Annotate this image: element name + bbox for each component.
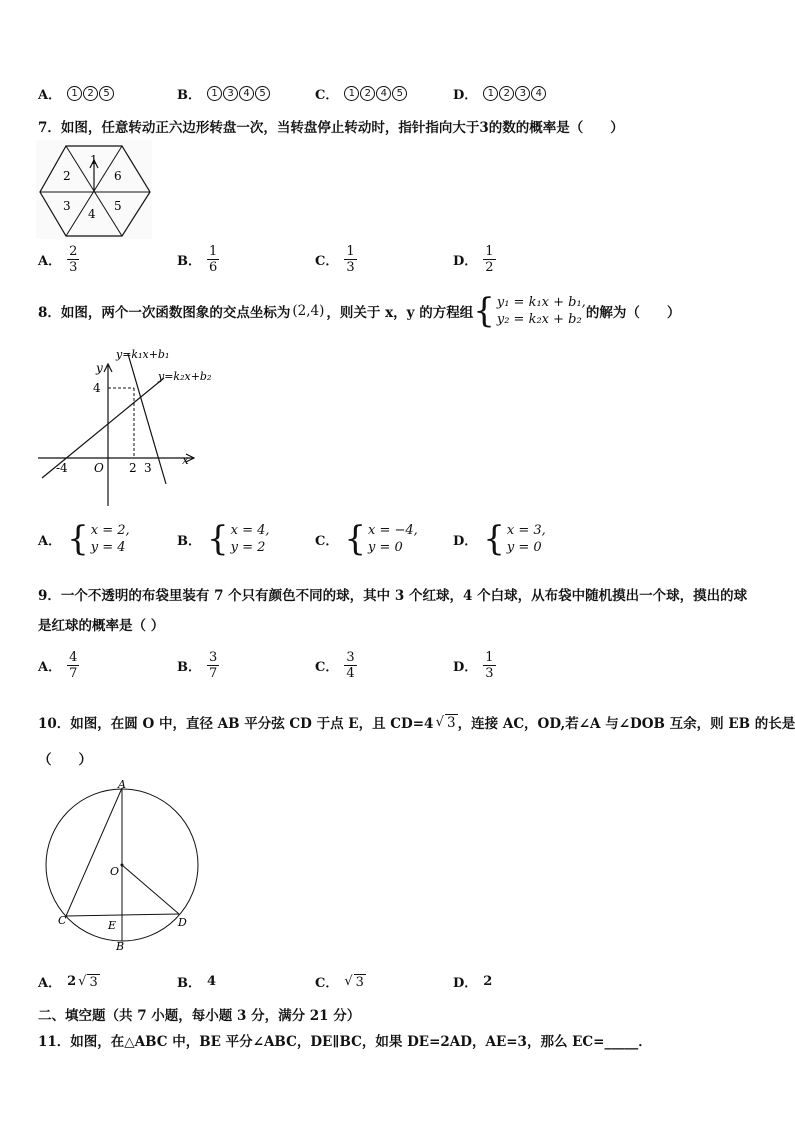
hexagon-number: 2 [63, 169, 71, 183]
solution-row: x = 3, [506, 523, 546, 538]
brace-icon: { [67, 519, 89, 559]
fraction [207, 650, 219, 681]
solution-row: y = 2 [230, 540, 266, 555]
equation-system [473, 291, 586, 331]
option-label: C． [315, 254, 339, 269]
option-label: A． [38, 254, 62, 269]
circled-number: 2 [499, 86, 514, 101]
q10-stem-part: ，连接 AC，OD,若∠A 与∠DOB 互余，则 EB 的长是 [457, 716, 795, 732]
coefficient: 2 [67, 974, 77, 989]
linear-functions-graph [34, 344, 212, 510]
line-1-label: y=k₁x+b₁ [116, 348, 170, 361]
q7-option-c[interactable] [315, 244, 357, 275]
tick-label: 2 [129, 461, 137, 475]
option-label: D． [453, 88, 478, 103]
option-value: 2 [483, 974, 493, 989]
numerator: 3 [346, 650, 355, 665]
denominator: 4 [346, 666, 355, 681]
circled-number: 1 [207, 86, 222, 101]
q10-stem-part: 10．如图，在圆 O 中，直径 AB 平分弦 CD 于点 E，且 CD=4 [38, 716, 434, 732]
q6-option-b[interactable] [177, 84, 271, 103]
fraction [67, 650, 79, 681]
numerator: 1 [209, 244, 218, 259]
q10-option-c[interactable] [315, 972, 366, 991]
circled-number: 4 [239, 86, 254, 101]
fraction [207, 244, 219, 275]
brace-icon: { [344, 519, 366, 559]
q11-stem-end: ． [638, 1034, 652, 1050]
q6-option-c[interactable] [315, 84, 408, 103]
circled-number: 1 [483, 86, 498, 101]
q9-option-a[interactable] [38, 650, 79, 681]
numerator: 3 [209, 650, 218, 665]
fraction [344, 244, 356, 275]
circled-number: 1 [67, 86, 82, 101]
circled-number: 4 [531, 86, 546, 101]
y-axis-label: y [96, 361, 103, 375]
denominator: 7 [69, 666, 78, 681]
q10-stem-line1 [38, 712, 795, 732]
option-label: C． [315, 88, 339, 103]
q10-option-a[interactable] [38, 972, 100, 991]
circled-number: 5 [392, 86, 407, 101]
option-label: C． [315, 976, 339, 991]
tick-label: 3 [144, 461, 152, 475]
segment-ac [66, 788, 122, 916]
denominator: 7 [209, 666, 218, 681]
center-point [121, 864, 124, 867]
circled-number: 3 [223, 86, 238, 101]
segment-od [122, 865, 179, 914]
hexagon-spinner-figure [36, 140, 156, 240]
solution-row: y = 0 [506, 540, 542, 555]
q8-stem-part: 的解为（ ） [585, 305, 681, 321]
q9-stem-line1: 9．一个不透明的布袋里装有 7 个只有颜色不同的球，其中 3 个红球，4 个白球，从布袋中随机摸出一个球，摸出的球 [38, 588, 748, 604]
option-label: D． [453, 533, 478, 549]
sqrt-symbol-icon: √ [344, 974, 353, 989]
option-label: B． [177, 88, 201, 103]
q11-stem [38, 1030, 652, 1050]
denominator: 3 [485, 666, 494, 681]
solution-system [483, 519, 546, 559]
x-axis-label: x [182, 453, 189, 467]
hexagon-number: 1 [90, 153, 98, 167]
q9-option-b[interactable] [177, 650, 219, 681]
brace-icon: { [483, 519, 505, 559]
circled-number: 5 [99, 86, 114, 101]
circle-figure [44, 778, 204, 954]
numerator: 1 [485, 244, 494, 259]
solution-row: x = −4, [368, 523, 418, 538]
option-label: B． [177, 976, 201, 991]
line-2-label: y=k₂x+b₂ [158, 370, 212, 383]
q8-option-a[interactable] [38, 519, 130, 559]
sqrt-symbol-icon: √ [78, 974, 87, 989]
fraction [483, 244, 495, 275]
denominator: 3 [346, 260, 355, 275]
q8-stem [38, 291, 681, 331]
q7-option-a[interactable] [38, 244, 79, 275]
q6-option-d[interactable] [453, 84, 547, 103]
option-label: D． [453, 976, 478, 991]
q11-stem-text: 11．如图，在△ABC 中，BE 平分∠ABC，DE∥BC，如果 DE=2AD，AE=3，那么 EC= [38, 1034, 605, 1050]
option-label: B． [177, 660, 201, 675]
hexagon-number: 6 [114, 169, 122, 183]
radicand: 3 [355, 974, 364, 990]
q10-option-b[interactable] [177, 972, 216, 991]
radicand: 3 [447, 714, 456, 731]
option-label: A． [38, 660, 62, 675]
point-label-d: D [178, 916, 187, 929]
solution-row: y = 0 [368, 540, 403, 555]
hexagon-number: 3 [63, 199, 71, 213]
point-label-o: O [110, 865, 120, 878]
solution-row: y = 4 [90, 540, 126, 555]
q10-option-d[interactable] [453, 972, 492, 991]
solution-system [67, 519, 130, 559]
q8-stem-part: 8．如图，两个一次函数图象的交点坐标为 [38, 305, 291, 321]
point-label-a: A [118, 778, 126, 791]
option-label: B． [177, 254, 201, 269]
hexagon-number: 4 [88, 207, 96, 221]
hexagon-number: 5 [114, 199, 122, 213]
q8-option-c[interactable] [315, 519, 418, 559]
q9-stem-line2: 是红球的概率是（ ） [38, 618, 165, 634]
tick-label: 4 [93, 381, 101, 395]
option-label: D． [453, 660, 478, 675]
option-label: A． [38, 88, 62, 103]
option-label: A． [38, 533, 62, 549]
point-label-c: C [58, 914, 67, 927]
fraction [344, 650, 356, 681]
option-label: D． [453, 254, 478, 269]
brace-icon: { [473, 291, 495, 331]
q10-stem-line2: （ ） [38, 752, 92, 768]
numerator: 4 [69, 650, 78, 665]
q9-option-c[interactable] [315, 650, 357, 681]
solution-row: x = 2, [90, 523, 130, 538]
numerator: 1 [485, 650, 494, 665]
circled-number: 1 [344, 86, 359, 101]
circled-number: 5 [255, 86, 270, 101]
equation-1: y₁ = k₁x + b₁, [496, 295, 586, 310]
radicand: 3 [89, 974, 98, 990]
denominator: 6 [209, 260, 218, 275]
point-label-e: E [108, 919, 117, 932]
solution-system [344, 519, 418, 559]
option-label: A． [38, 976, 62, 991]
q8-stem-part: ，则关于 x，y 的方程组 [326, 305, 474, 321]
denominator: 2 [485, 260, 494, 275]
origin-label: O [94, 461, 104, 475]
q6-option-a[interactable] [38, 84, 115, 103]
denominator: 3 [69, 260, 78, 275]
solution-row: x = 4, [230, 523, 270, 538]
q7-option-d[interactable] [453, 244, 496, 275]
option-label: C． [315, 533, 339, 549]
q9-option-d[interactable] [453, 650, 496, 681]
q8-option-b[interactable] [177, 519, 270, 559]
q7-option-b[interactable] [177, 244, 219, 275]
circled-number: 3 [515, 86, 530, 101]
tick-label: -4 [56, 461, 68, 475]
answer-blank[interactable]: _____ [604, 1034, 639, 1050]
q7-stem: 7．如图，任意转动正六边形转盘一次，当转盘停止转动时，指针指向大于3的数的概率是（ ） [38, 120, 624, 136]
fraction [67, 244, 79, 275]
equation-2: y₂ = k₂x + b₂ [496, 312, 582, 327]
section-heading: 二、填空题（共 7 小题，每小题 3 分，满分 21 分） [38, 1008, 361, 1024]
option-value: 4 [207, 974, 217, 989]
sqrt-symbol-icon: √ [435, 714, 445, 730]
circled-number: 4 [376, 86, 391, 101]
option-label: B． [177, 533, 201, 549]
circled-number: 2 [83, 86, 98, 101]
q8-option-d[interactable] [453, 519, 546, 559]
fraction [483, 650, 495, 681]
brace-icon: { [207, 519, 229, 559]
option-label: C． [315, 660, 339, 675]
numerator: 1 [346, 244, 355, 259]
numerator: 2 [69, 244, 78, 259]
intersection-point: (2,4) [292, 303, 325, 319]
circled-number: 2 [360, 86, 375, 101]
solution-system [207, 519, 270, 559]
point-label-b: B [116, 940, 125, 953]
